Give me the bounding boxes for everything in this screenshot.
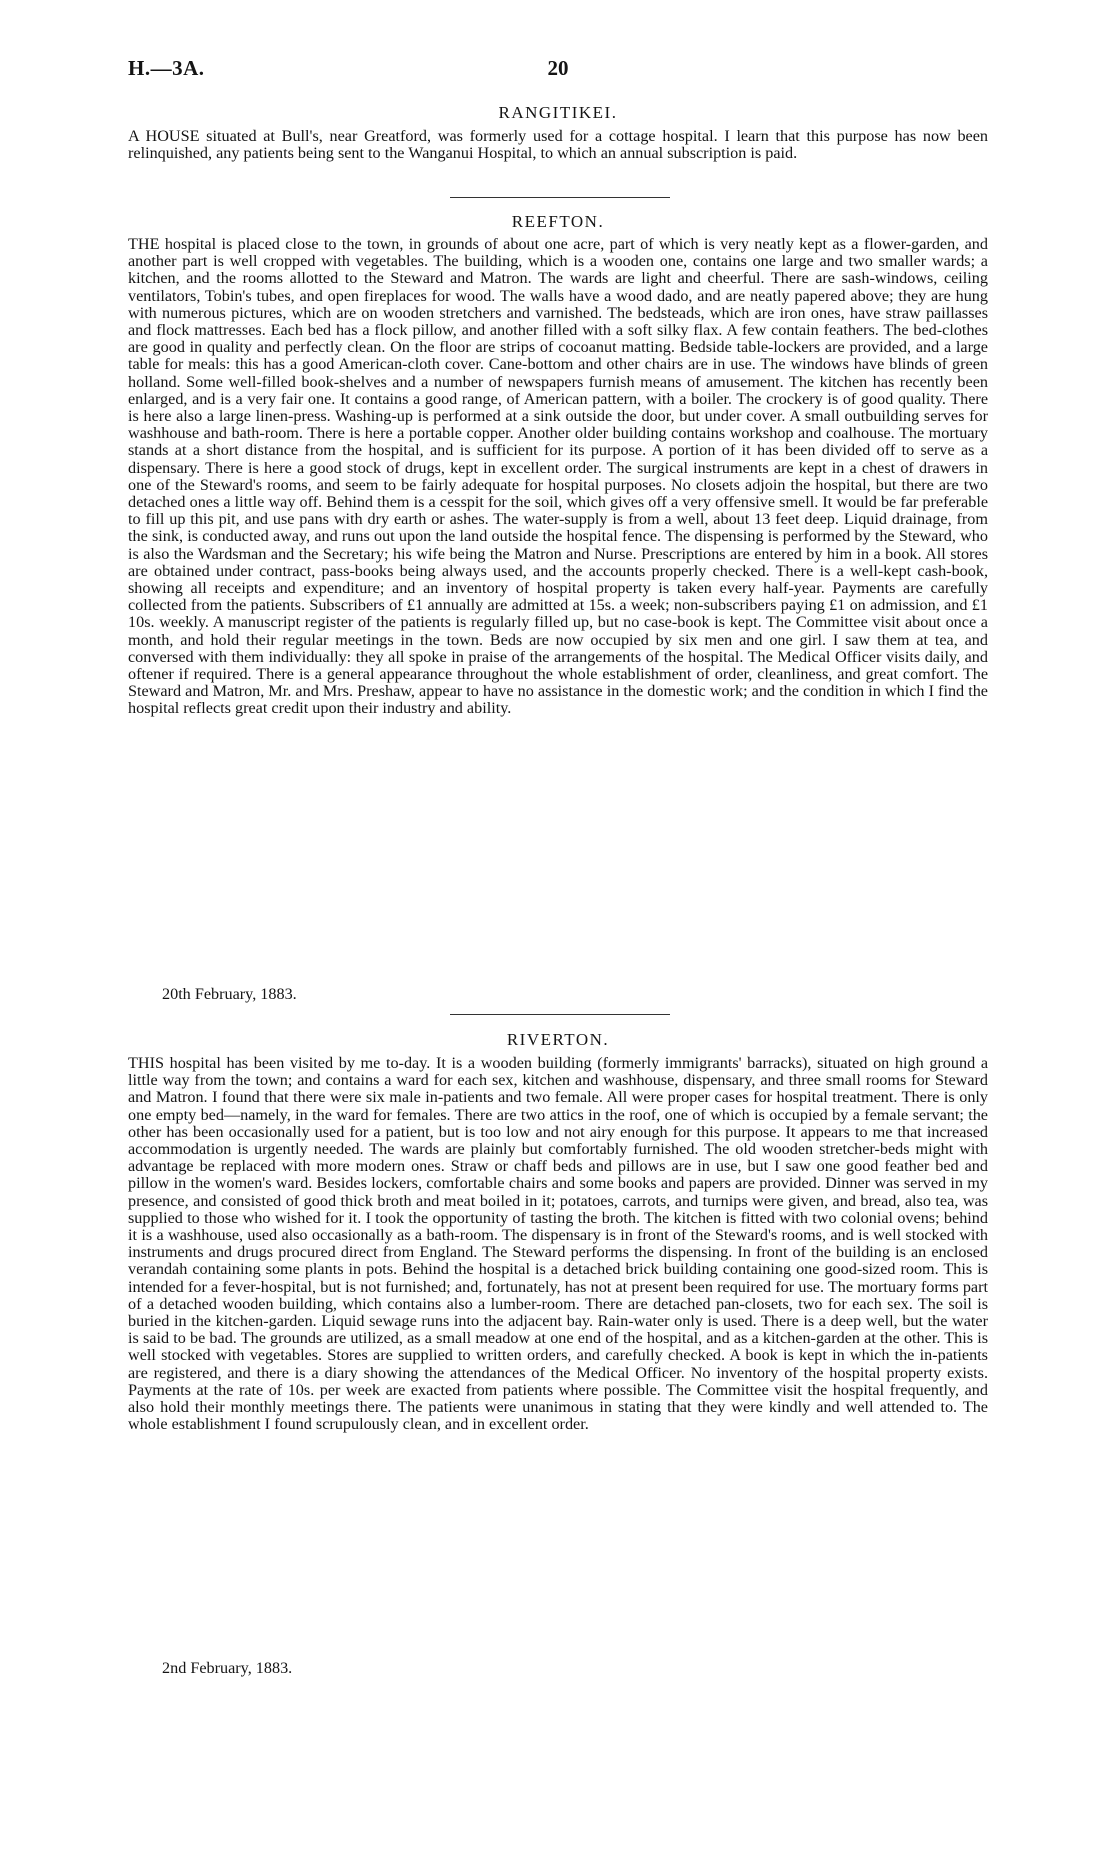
section-date-reefton: 20th February, 1883. [162,985,297,1003]
section-divider [450,1014,670,1015]
section-body-reefton: THE hospital is placed close to the town, in grounds of about one acre, part of which is very neatly kept as a flower-garden, and another part is well cropped with vegetables. The building, which is a wooden one, contains one large and two smaller wards; a kitchen, and the rooms allotted to the Steward and Matron. The wards are light and cheerful. There are sash-windows, ceiling ventilators, Tobin's tubes, and open fireplaces for wood. The walls have a wood dado, and are neatly papered above; they are hung with numerous pictures, which are on wooden stretchers and varnished. The bedsteads, which are iron ones, have straw paillasses and flock mattresses. Each bed has a flock pillow, and another filled with a soft silky flax. A few contain feathers. The bed-clothes are good in quality and perfectly clean. On the floor are strips of cocoanut matting. Bedside table-lockers are provided, and a large table for meals: this has a good American-cloth cover. Cane-bottom and other chairs are in use. The windows have blinds of green holland. Some well-filled book-shelves and a number of newspapers furnish means of amusement. The kitchen has recently been enlarged, and is a very fair one. It contains a good range, of American pattern, with a boiler. The crockery is of good quality. There is here also a large linen-press. Washing-up is performed at a sink outside the door, but under cover. A small outbuilding serves for washhouse and bath-room. There is here a portable copper. Another older building contains workshop and coalhouse. The mortuary stands at a short distance from the hospital, and is sufficient for its purpose. A portion of it has been divided off to serve as a dispensary. There is here a good stock of drugs, kept in excellent order. The surgical instruments are kept in a chest of drawers in one of the Steward's rooms, and seem to be fairly adequate for hospital purposes. No closets adjoin the hospital, but there are two detached ones a little way off. Behind them is a cesspit for the soil, which gives off a very offensive smell. It would be far preferable to fill up this pit, and use pans with dry earth or ashes. The water-supply is from a well, about 13 feet deep. Liquid drainage, from the sink, is conducted away, and runs out upon the land outside the hospital fence. The dispensing is performed by the Steward, who is also the Wardsman and the Secretary; his wife being the Matron and Nurse. Prescriptions are entered by him in a book. All stores are obtained under contract, pass-books being always used, and the accounts properly checked. There is a well-kept cash-book, showing all receipts and expenditure; and an inventory of hospital property is taken every half-year. Payments are carefully collected from the patients. Subscribers of £1 annually are admitted at 15s. a week; non-subscribers paying £1 on admission, and £1 10s. weekly. A manuscript register of the patients is regularly filled up, but no case-book is kept. The Committee visit about once a month, and hold their regular meetings in the town. Beds are now occupied by six men and one girl. I saw them at tea, and conversed with them individually: they all spoke in praise of the arrangements of the hospital. The Medical Officer visits daily, and oftener if required. There is a general appearance throughout the whole establishment of order, cleanliness, and great comfort. The Steward and Matron, Mr. and Mrs. Preshaw, appear to have no assistance in the domestic work; and the condition in which I find the hospital reflects great credit upon their industry and ability. [128,235,988,718]
section-date-riverton: 2nd February, 1883. [162,1659,293,1677]
section-divider [450,197,670,198]
section-title-reefton: REEFTON. [511,212,605,231]
page-header [128,56,988,86]
section-title-riverton: RIVERTON. [506,1030,610,1049]
section-body-riverton: THIS hospital has been visited by me to-day. It is a wooden building (formerly immigrants' barracks), situated on high ground a little way from the town; and contains a ward for each sex, kitchen and washhouse, dispensary, and three small rooms for Steward and Matron. I found that there were six male in-patients and two female. All were proper cases for hospital treatment. There is only one empty bed—namely, in the ward for females. There are two attics in the roof, one of which is occupied by a female servant; the other has been occasionally used for a patient, but is too low and not airy enough for this purpose. It appears to me that increased accommodation is urgently needed. The wards are plainly but comfortably furnished. The old wooden stretcher-beds might with advantage be replaced with more modern ones. Straw or chaff beds and pillows are in use, but I saw one good feather bed and pillow in the women's ward. Besides lockers, comfortable chairs and some books and papers are provided. Dinner was served in my presence, and consisted of good thick broth and meat boiled in it; potatoes, carrots, and turnips were given, and bread, also tea, was supplied to those who wished for it. I took the opportunity of tasting the broth. The kitchen is fitted with two colonial ovens; behind it is a washhouse, used also occasionally as a bath-room. The dispensary is in front of the Steward's rooms, and is well stocked with instruments and drugs procured direct from England. The Steward performs the dispensing. In front of the building is an enclosed verandah containing some plants in pots. Behind the hospital is a detached brick building containing one good-sized room. This is intended for a fever-hospital, but is not furnished; and, fortunately, has not at present been required for use. The mortuary forms part of a detached wooden building, which contains also a lumber-room. There are detached pan-closets, two for each sex. The soil is buried in the kitchen-garden. Liquid sewage runs into the adjacent bay. Rain-water only is used. There is a deep well, but the water is said to be bad. The grounds are utilized, as a small meadow at one end of the hospital, and as a kitchen-garden at the other. This is well stocked with vegetables. Stores are supplied to written orders, and carefully checked. A book is kept in which the in-patients are registered, and there is a diary showing the attendances of the Medical Officer. No inventory of the hospital property exists. Payments at the rate of 10s. per week are exacted from patients where possible. The Committee visit the hospital frequently, and also hold their monthly meetings there. The patients were unanimous in stating that they were kindly and well attended to. The whole establishment I found scrupulously clean, and in excellent order. [128,1054,988,1434]
document-reference: H.—3A. [128,56,205,80]
section-title-rangitikei: RANGITIKEI. [498,103,618,122]
section-body-rangitikei: A HOUSE situated at Bull's, near Greatford, was formerly used for a cottage hospital. I learn that this purpose has now been relinquished, any patients being sent to the Wanganui Hospital, to which an annual subscription is paid. [128,127,988,163]
page-number: 20 [547,56,569,80]
